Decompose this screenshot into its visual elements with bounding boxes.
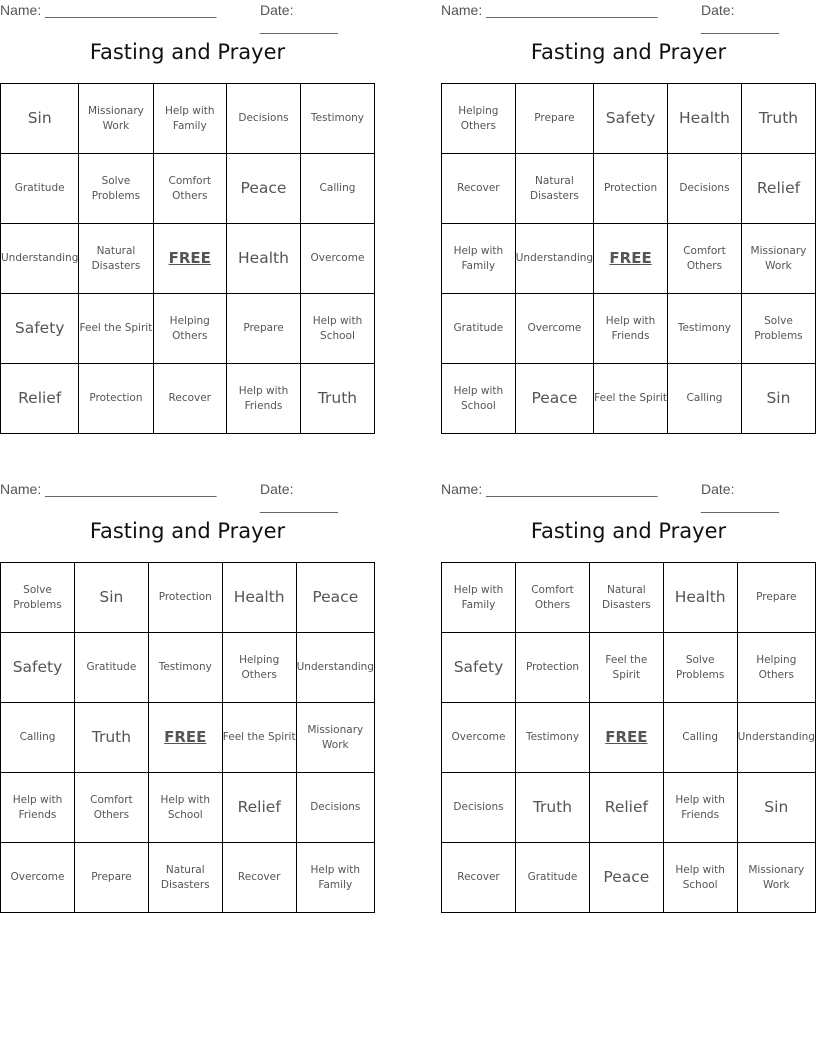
- bingo-cell: Natural Disasters: [589, 563, 663, 633]
- card-title: Fasting and Prayer: [530, 519, 727, 543]
- bingo-cell: Truth: [75, 703, 149, 773]
- bingo-cell: Feel the Spirit: [222, 703, 296, 773]
- grid-row: [442, 224, 816, 294]
- bingo-cell: Help with Friends: [1, 773, 75, 843]
- bingo-cell: Protection: [148, 563, 222, 633]
- bingo-cell: Missionary Work: [79, 84, 153, 154]
- grid-row: [442, 84, 816, 154]
- free-space: FREE: [594, 224, 668, 294]
- bingo-cell: Helping Others: [153, 294, 227, 364]
- bingo-cell: Decisions: [227, 84, 301, 154]
- bingo-cell: Help with School: [442, 364, 516, 434]
- bingo-cell: Missionary Work: [741, 224, 815, 294]
- date-field-label: Date: __________: [701, 481, 779, 513]
- grid-row: [442, 843, 816, 913]
- bingo-cell: Gratitude: [75, 633, 149, 703]
- bingo-grid: [0, 83, 375, 434]
- bingo-cell: Gratitude: [442, 294, 516, 364]
- bingo-cell: Helping Others: [737, 633, 815, 703]
- bingo-cell: Solve Problems: [1, 563, 75, 633]
- bingo-cell: Sin: [737, 773, 815, 843]
- grid-row: [442, 364, 816, 434]
- bingo-grid: [0, 562, 375, 913]
- bingo-cell: Comfort Others: [153, 154, 227, 224]
- bingo-cell: Overcome: [515, 294, 593, 364]
- date-field-label: Date: __________: [260, 481, 338, 513]
- bingo-cell: Health: [668, 84, 742, 154]
- bingo-cell: Understanding: [737, 703, 815, 773]
- bingo-cell: Help with Family: [442, 563, 516, 633]
- bingo-cell: Natural Disasters: [79, 224, 153, 294]
- bingo-cell: Recover: [442, 154, 516, 224]
- bingo-cell: Peace: [589, 843, 663, 913]
- bingo-cell: Prepare: [75, 843, 149, 913]
- name-field-label: Name: ______________________: [441, 481, 658, 497]
- bingo-cell: Decisions: [296, 773, 374, 843]
- bingo-cell: Solve Problems: [663, 633, 737, 703]
- bingo-cell: Truth: [516, 773, 590, 843]
- bingo-cell: Health: [222, 563, 296, 633]
- grid-row: [1, 294, 375, 364]
- grid-row: [1, 633, 375, 703]
- bingo-cell: Truth: [300, 364, 374, 434]
- date-field-label: Date: __________: [260, 2, 338, 34]
- bingo-cell: Comfort Others: [75, 773, 149, 843]
- bingo-cell: Relief: [741, 154, 815, 224]
- bingo-cell: Decisions: [668, 154, 742, 224]
- bingo-cell: Testimony: [148, 633, 222, 703]
- grid-row: [1, 364, 375, 434]
- bingo-cell: Safety: [1, 294, 79, 364]
- name-date-line: [0, 479, 375, 513]
- name-field-label: Name: ______________________: [0, 2, 217, 18]
- grid-row: [1, 154, 375, 224]
- bingo-cell: Help with Friends: [663, 773, 737, 843]
- bingo-cell: Sin: [75, 563, 149, 633]
- bingo-cell: Safety: [442, 633, 516, 703]
- bingo-cell: Sin: [1, 84, 79, 154]
- bingo-cell: Relief: [589, 773, 663, 843]
- bingo-cell: Missionary Work: [737, 843, 815, 913]
- bingo-cell: Prepare: [515, 84, 593, 154]
- bingo-cell: Feel the Spirit: [589, 633, 663, 703]
- bingo-cell: Calling: [668, 364, 742, 434]
- card-title: Fasting and Prayer: [530, 40, 727, 64]
- bingo-cell: Help with School: [663, 843, 737, 913]
- bingo-cell: Overcome: [300, 224, 374, 294]
- bingo-cell: Help with Family: [153, 84, 227, 154]
- bingo-cell: Protection: [79, 364, 153, 434]
- bingo-cell: Calling: [300, 154, 374, 224]
- bingo-cell: Testimony: [516, 703, 590, 773]
- name-date-line: [441, 0, 816, 34]
- name-date-line: [441, 479, 816, 513]
- card-title: Fasting and Prayer: [89, 519, 286, 543]
- bingo-cell: Natural Disasters: [148, 843, 222, 913]
- grid-row: [1, 773, 375, 843]
- bingo-cell: Peace: [227, 154, 301, 224]
- bingo-cell: Protection: [516, 633, 590, 703]
- grid-row: [1, 563, 375, 633]
- bingo-cell: Relief: [222, 773, 296, 843]
- bingo-cell: Help with Family: [442, 224, 516, 294]
- free-space: FREE: [589, 703, 663, 773]
- bingo-cell: Help with School: [148, 773, 222, 843]
- bingo-cell: Decisions: [442, 773, 516, 843]
- bingo-cell: Calling: [1, 703, 75, 773]
- bingo-cell: Help with School: [300, 294, 374, 364]
- bingo-cell: Recover: [222, 843, 296, 913]
- bingo-cell: Prepare: [227, 294, 301, 364]
- bingo-cell: Feel the Spirit: [79, 294, 153, 364]
- bingo-cell: Helping Others: [222, 633, 296, 703]
- bingo-cell: Help with Friends: [227, 364, 301, 434]
- bingo-cell: Gratitude: [1, 154, 79, 224]
- bingo-cell: Truth: [741, 84, 815, 154]
- bingo-cell: Testimony: [300, 84, 374, 154]
- bingo-cell: Understanding: [515, 224, 593, 294]
- bingo-cell: Help with Friends: [594, 294, 668, 364]
- bingo-cell: Understanding: [296, 633, 374, 703]
- bingo-cell: Comfort Others: [668, 224, 742, 294]
- bingo-cell: Safety: [1, 633, 75, 703]
- bingo-cell: Overcome: [1, 843, 75, 913]
- bingo-cell: Relief: [1, 364, 79, 434]
- grid-row: [442, 563, 816, 633]
- bingo-grid: [441, 562, 816, 913]
- bingo-cell: Comfort Others: [516, 563, 590, 633]
- date-field-label: Date: __________: [701, 2, 779, 34]
- bingo-cell: Solve Problems: [741, 294, 815, 364]
- bingo-cell: Peace: [515, 364, 593, 434]
- bingo-cell: Help with Family: [296, 843, 374, 913]
- bingo-cell: Natural Disasters: [515, 154, 593, 224]
- bingo-cell: Prepare: [737, 563, 815, 633]
- grid-row: [442, 633, 816, 703]
- bingo-cell: Solve Problems: [79, 154, 153, 224]
- bingo-cell: Recover: [153, 364, 227, 434]
- bingo-cell: Overcome: [442, 703, 516, 773]
- grid-row: [442, 154, 816, 224]
- bingo-cell: Health: [227, 224, 301, 294]
- name-date-line: [0, 0, 375, 34]
- grid-row: [1, 224, 375, 294]
- bingo-cell: Health: [663, 563, 737, 633]
- free-space: FREE: [153, 224, 227, 294]
- grid-row: [442, 703, 816, 773]
- name-field-label: Name: ______________________: [0, 481, 217, 497]
- bingo-cell: Peace: [296, 563, 374, 633]
- bingo-cell: Safety: [594, 84, 668, 154]
- grid-row: [1, 84, 375, 154]
- bingo-cell: Helping Others: [442, 84, 516, 154]
- bingo-cell: Testimony: [668, 294, 742, 364]
- bingo-cell: Sin: [741, 364, 815, 434]
- bingo-grid: [441, 83, 816, 434]
- card-title: Fasting and Prayer: [89, 40, 286, 64]
- bingo-cell: Understanding: [1, 224, 79, 294]
- grid-row: [442, 294, 816, 364]
- free-space: FREE: [148, 703, 222, 773]
- bingo-cell: Protection: [594, 154, 668, 224]
- bingo-cell: Feel the Spirit: [594, 364, 668, 434]
- bingo-cell: Calling: [663, 703, 737, 773]
- bingo-cell: Missionary Work: [296, 703, 374, 773]
- grid-row: [1, 843, 375, 913]
- grid-row: [442, 773, 816, 843]
- name-field-label: Name: ______________________: [441, 2, 658, 18]
- grid-row: [1, 703, 375, 773]
- bingo-cell: Recover: [442, 843, 516, 913]
- bingo-cell: Gratitude: [516, 843, 590, 913]
